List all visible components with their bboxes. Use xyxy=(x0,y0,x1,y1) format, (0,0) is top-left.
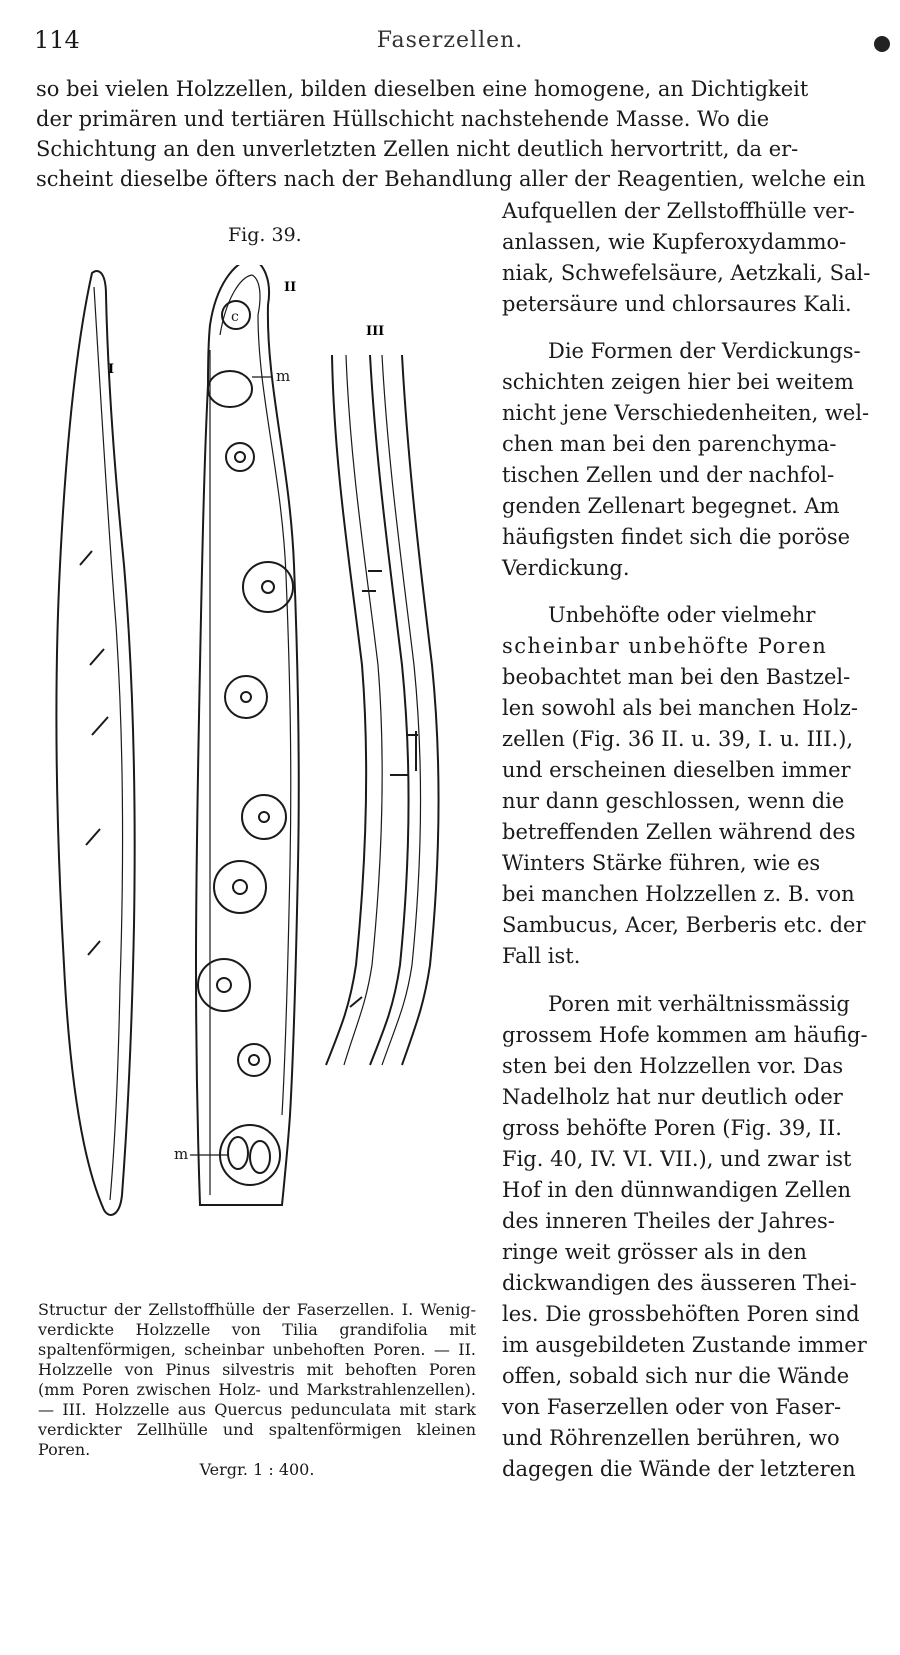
page-number: 114 xyxy=(34,26,80,54)
text-line: ringe weit grösser als in den xyxy=(502,1240,807,1264)
text-line: petersäure und chlorsaures Kali. xyxy=(502,292,852,316)
text-line: offen, sobald sich nur die Wände xyxy=(502,1364,850,1388)
text-line: des inneren Theiles der Jahres- xyxy=(502,1209,835,1233)
text-line: der primären und tertiären Hüllschicht nachstehende Masse. Wo die xyxy=(36,107,770,131)
label-c: c xyxy=(231,309,239,325)
text-line: Fall ist. xyxy=(502,944,581,968)
text-line: chen man bei den parenchyma- xyxy=(502,432,837,456)
label-m-bottom: m xyxy=(174,1145,189,1163)
label-m-top: m xyxy=(276,367,291,385)
figure-label: Fig. 39. xyxy=(228,224,302,246)
text-line: häufigsten findet sich die poröse xyxy=(502,525,851,549)
running-title: Faserzellen. xyxy=(376,28,524,53)
text-line: bei manchen Holzzellen z. B. von xyxy=(502,882,855,906)
cell-i-label: I xyxy=(108,362,115,377)
cell-iii xyxy=(326,355,439,1065)
text-line: Winters Stärke führen, wie es xyxy=(502,851,821,875)
text-line: dickwandigen des äusseren Thei- xyxy=(502,1271,857,1295)
text-line: schichten zeigen hier bei weitem xyxy=(502,370,854,394)
figure-39-illustration xyxy=(50,265,470,1285)
text-line: len sowohl als bei manchen Holz- xyxy=(502,696,858,720)
ink-blot xyxy=(874,36,890,52)
cell-ii xyxy=(196,265,299,1205)
text-line: Unbehöfte oder vielmehr xyxy=(548,603,816,627)
figure-caption xyxy=(38,1300,476,1480)
text-line: Die Formen der Verdickungs- xyxy=(548,339,861,363)
text-line: nicht jene Verschiedenheiten, wel- xyxy=(502,401,870,425)
text-line: tischen Zellen und der nachfol- xyxy=(502,463,835,487)
text-line: so bei vielen Holzzellen, bilden dieselben eine homogene, an Dichtigkeit xyxy=(36,77,809,101)
text-line: zellen (Fig. 36 II. u. 39, I. u. III.), xyxy=(502,727,854,751)
text-line: beobachtet man bei den Bastzel- xyxy=(502,665,851,689)
text-line: scheint dieselbe öfters nach der Behandlung aller der Reagentien, welche ein xyxy=(36,167,866,191)
caption-text: Structur der Zellstoffhülle der Faserzellen. I. Wenig-verdickte Holzzelle von Tilia grandifolia mit spaltenförmigen, scheinbar unbehoften Poren. — II. Holzzelle von Pinus silvestris mit behoften Poren (mm Poren zwischen Holz- und Markstrahlenzellen). — III. Holzzelle aus Quercus pedunculata mit stark verdickter Zellhülle und spaltenförmigen kleinen Poren. xyxy=(38,1300,476,1459)
text-line: niak, Schwefelsäure, Aetzkali, Sal- xyxy=(502,261,871,285)
text-line: Verdickung. xyxy=(502,556,630,580)
text-line: Nadelholz hat nur deutlich oder xyxy=(502,1085,843,1109)
text-line: im ausgebildeten Zustande immer xyxy=(502,1333,867,1357)
text-line: Poren mit verhältnissmässig xyxy=(548,992,850,1016)
text-line: les. Die grossbehöften Poren sind xyxy=(502,1302,860,1326)
text-line: grossem Hofe kommen am häufig- xyxy=(502,1023,868,1047)
text-line: anlassen, wie Kupferoxydammo- xyxy=(502,230,847,254)
text-line: Aufquellen der Zellstoffhülle ver- xyxy=(502,199,855,223)
caption-magnification: Vergr. 1 : 400. xyxy=(199,1460,315,1479)
text-line: dagegen die Wände der letzteren xyxy=(502,1457,856,1481)
text-line: und Röhrenzellen berühren, wo xyxy=(502,1426,840,1450)
text-line: scheinbar unbehöfte Poren xyxy=(502,634,828,658)
text-line: gross behöfte Poren (Fig. 39, II. xyxy=(502,1116,842,1140)
text-line: betreffenden Zellen während des xyxy=(502,820,856,844)
cell-iii-label: III xyxy=(366,324,385,339)
text-line: Schichtung an den unverletzten Zellen nicht deutlich hervortritt, da er- xyxy=(36,137,799,161)
text-line: genden Zellenart begegnet. Am xyxy=(502,494,840,518)
text-line: sten bei den Holzzellen vor. Das xyxy=(502,1054,844,1078)
cell-i xyxy=(57,271,135,1215)
text-line: von Faserzellen oder von Faser- xyxy=(502,1395,842,1419)
cell-ii-label: II xyxy=(284,280,297,295)
text-line: Fig. 40, IV. VI. VII.), und zwar ist xyxy=(502,1147,852,1171)
text-line: nur dann geschlossen, wenn die xyxy=(502,789,845,813)
text-line: Sambucus, Acer, Berberis etc. der xyxy=(502,913,866,937)
text-line: und erscheinen dieselben immer xyxy=(502,758,851,782)
text-line: Hof in den dünnwandigen Zellen xyxy=(502,1178,852,1202)
